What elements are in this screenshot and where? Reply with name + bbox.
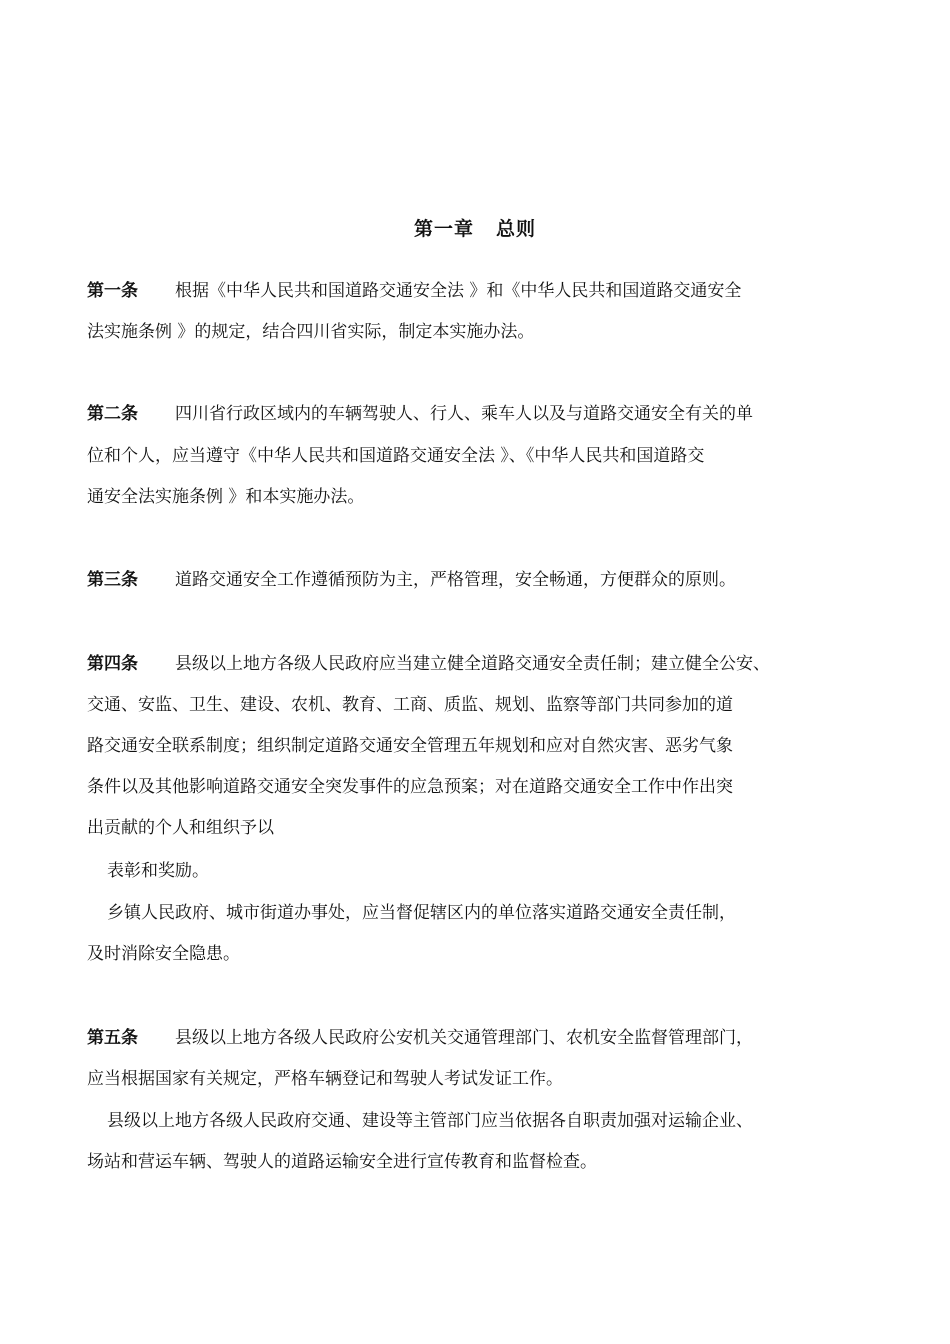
article-4-line-7: 乡镇人民政府、城市街道办事处，应当督促辖区内的单位落实道路交通安全责任制， [107, 903, 736, 923]
article-5-line-1 [87, 1026, 753, 1050]
article-1-text-1: 根据《中华人民共和国道路交通安全法 》和《中华人民共和国道路交通安全 [175, 281, 742, 301]
article-4-heading: 第四条 [87, 654, 138, 674]
article-4-line-4: 条件以及其他影响道路交通安全突发事件的应急预案；对在道路交通安全工作中作出突 [87, 777, 733, 797]
article-4-line-1 [87, 652, 770, 676]
article-3-line-1 [87, 568, 736, 592]
chapter-number: 第一章 [413, 218, 474, 240]
article-5-text-1: 县级以上地方各级人民政府公安机关交通管理部门、农机安全监督管理部门， [175, 1028, 753, 1048]
article-1-line-2: 法实施条例 》的规定，结合四川省实际，制定本实施办法。 [87, 322, 535, 342]
article-2-line-2: 位和个人，应当遵守《中华人民共和国道路交通安全法 》、《中华人民共和国道路交 [87, 446, 705, 466]
article-3-heading: 第三条 [87, 570, 138, 590]
article-2-line-1 [87, 402, 753, 426]
article-2-heading: 第二条 [87, 404, 138, 424]
article-4-line-6: 表彰和奖励。 [107, 861, 209, 881]
article-4-line-8: 及时消除安全隐患。 [87, 944, 240, 964]
article-2-text-1: 四川省行政区域内的车辆驾驶人、行人、乘车人以及与道路交通安全有关的单 [175, 404, 753, 424]
article-2-line-3: 通安全法实施条例 》和本实施办法。 [87, 487, 365, 507]
article-4-line-2: 交通、安监、卫生、建设、农机、教育、工商、质监、规划、监察等部门共同参加的道 [87, 695, 733, 715]
article-1-line-1 [87, 279, 741, 303]
article-5-heading: 第五条 [87, 1028, 138, 1048]
article-5-line-2: 应当根据国家有关规定，严格车辆登记和驾驶人考试发证工作。 [87, 1069, 563, 1089]
article-5-line-4: 场站和营运车辆、驾驶人的道路运输安全进行宣传教育和监督检查。 [87, 1152, 597, 1172]
article-4-line-3: 路交通安全联系制度；组织制定道路交通安全管理五年规划和应对自然灾害、恶劣气象 [87, 736, 733, 756]
article-5-line-3: 县级以上地方各级人民政府交通、建设等主管部门应当依据各自职责加强对运输企业、 [107, 1111, 753, 1131]
chapter-name: 总则 [496, 218, 537, 240]
article-4-line-5: 出贡献的个人和组织予以 [87, 818, 274, 838]
article-3-text-1: 道路交通安全工作遵循预防为主，严格管理，安全畅通，方便群众的原则。 [175, 570, 736, 590]
chapter-title [0, 214, 950, 241]
article-1-heading: 第一条 [87, 281, 138, 301]
article-4-text-1: 县级以上地方各级人民政府应当建立健全道路交通安全责任制；建立健全公安、 [175, 654, 770, 674]
